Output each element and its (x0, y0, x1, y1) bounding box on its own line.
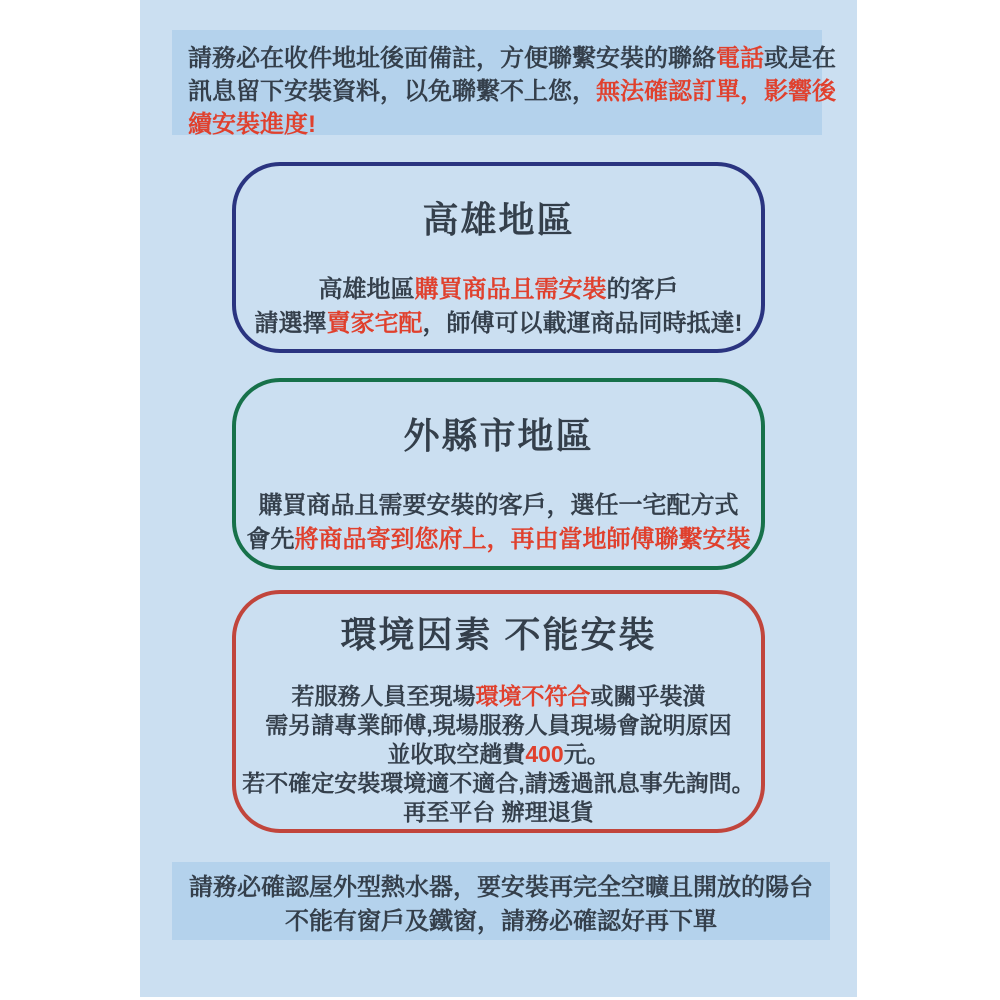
text-segment: 請務必在收件地址後面備註，方便聯繫安裝的聯絡 (188, 45, 716, 72)
highlighted-text: 無法確認訂單，影響後 (596, 78, 836, 105)
text-line (236, 711, 761, 740)
text-line (188, 108, 810, 141)
text-line (236, 682, 761, 711)
text-line (236, 273, 761, 307)
text-segment: 若不確定安裝環境適不適合,請透過訊息事先詢問。 (242, 770, 755, 796)
text-segment: 或是在 (764, 45, 836, 72)
highlighted-text: 400 (525, 741, 564, 767)
text-line (172, 871, 830, 905)
highlighted-text: 環境不符合 (475, 683, 591, 709)
text-segment: 需另請專業師傅,現場服務人員現場會說明原因 (265, 712, 732, 738)
text-line (236, 523, 761, 557)
highlighted-text: 購買商品且需安裝 (414, 276, 607, 303)
kaohsiung-area-title: 高雄地區 (422, 199, 575, 240)
text-segment: 並收取空趟費 (387, 741, 526, 767)
text-line (236, 489, 761, 523)
text-line (236, 740, 761, 769)
text-segment: 訊息留下安裝資料，以免聯繫不上您， (188, 78, 596, 105)
environment-cannot-install-box (232, 590, 765, 833)
text-segment: ，師傅可以載運商品同時抵達! (422, 310, 743, 337)
outdoor-heater-warning-note (172, 862, 830, 940)
text-segment: 請務必確認屋外型熱水器，要安裝再完全空曠且開放的陽台 (189, 874, 813, 901)
notice-page (140, 0, 857, 997)
text-line (236, 798, 761, 827)
highlighted-text: 賣家宅配 (326, 310, 423, 337)
highlighted-text: 續安裝進度! (188, 111, 316, 138)
text-line (172, 905, 830, 939)
text-segment: 或關乎裝潢 (590, 683, 706, 709)
other-counties-area-body (236, 489, 761, 557)
kaohsiung-area-box (232, 162, 765, 353)
text-line (188, 42, 836, 75)
contact-reminder-note (172, 30, 836, 138)
text-segment: 再至平台 辦理退貨 (403, 799, 594, 825)
kaohsiung-area-body (236, 273, 761, 341)
text-segment: 元。 (563, 741, 610, 767)
highlighted-text: 電話 (716, 45, 764, 72)
text-segment: 若服務人員至現場 (291, 683, 476, 709)
text-segment: 購買商品且需要安裝的客戶，選任一宅配方式 (258, 492, 739, 519)
text-segment: 高雄地區 (318, 276, 415, 303)
highlighted-text: 將商品寄到您府上，再由當地師傅聯繫安裝 (294, 526, 751, 553)
other-counties-area-title: 外縣市地區 (403, 415, 594, 456)
other-counties-area-box (232, 378, 765, 570)
text-segment: 的客戶 (606, 276, 679, 303)
environment-cannot-install-body (236, 682, 761, 827)
text-line (188, 75, 836, 108)
environment-cannot-install-title: 環境因素 不能安裝 (340, 614, 657, 655)
text-segment: 會先 (246, 526, 295, 553)
text-segment: 不能有窗戶及鐵窗，請務必確認好再下單 (285, 908, 717, 935)
text-line (236, 769, 761, 798)
text-segment: 請選擇 (254, 310, 327, 337)
text-line (236, 307, 761, 341)
